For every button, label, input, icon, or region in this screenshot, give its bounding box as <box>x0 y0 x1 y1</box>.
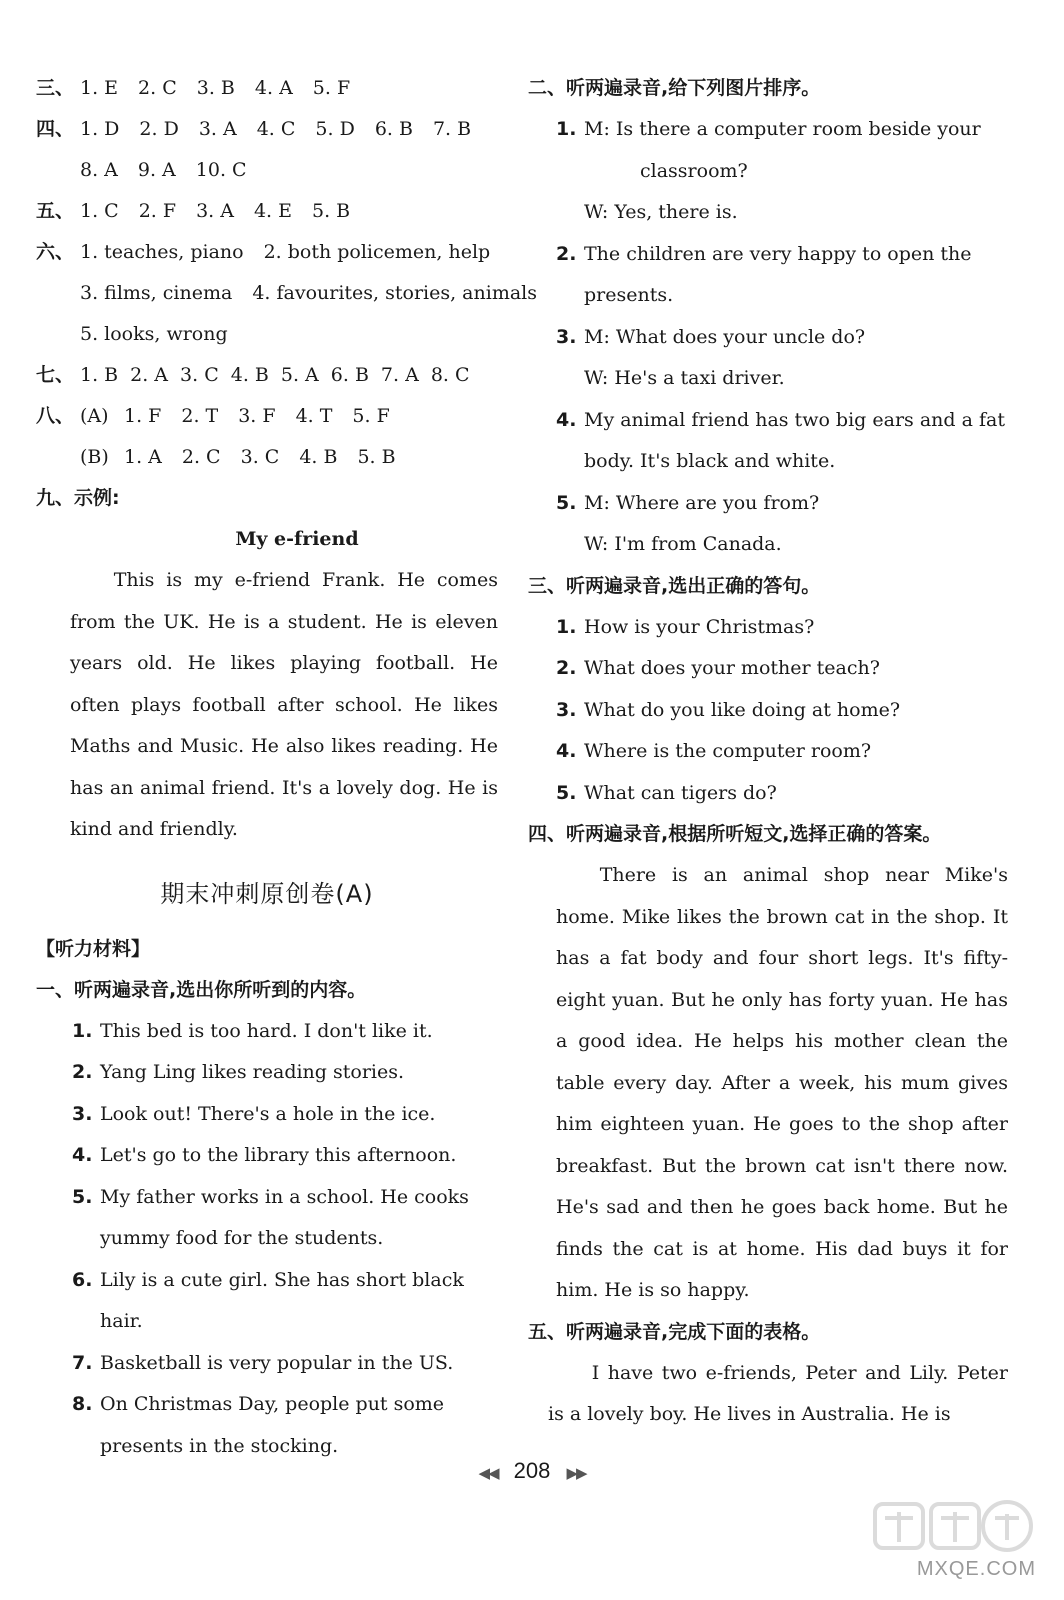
left-arrows-icon: ◀◀ <box>478 1465 498 1482</box>
item-text: M: Where are you from? <box>584 491 820 514</box>
list-item <box>548 317 1008 359</box>
item-text: My father works in a school. He cooks <box>100 1185 469 1208</box>
answer-item: 4. B <box>230 364 269 386</box>
item-text: The children are very happy to open the <box>584 242 972 265</box>
list-item <box>64 1343 498 1385</box>
item-text-cont: presents in the stocking. <box>100 1434 339 1457</box>
answer-row-4-cont <box>36 150 498 191</box>
answer-item: 3. C <box>180 364 219 386</box>
item-text: On Christmas Day, people put some <box>100 1393 445 1415</box>
answer-item: 4. E <box>253 200 293 222</box>
answer-item: 3. F <box>238 405 276 427</box>
answer-item: 1. B <box>80 364 119 386</box>
answer-item: 5. looks, wrong <box>80 323 228 345</box>
list-item <box>64 1260 498 1343</box>
item-text: M: Is there a computer room beside your <box>584 118 981 140</box>
item-text: M: What does your uncle do? <box>584 325 866 348</box>
list-item <box>548 731 1008 773</box>
item-number: 4. <box>556 408 577 431</box>
item-text-cont: yummy food for the students. <box>100 1227 384 1249</box>
right-column <box>528 68 1008 1436</box>
answer-item: 5. F <box>312 77 351 99</box>
list-item <box>64 1135 498 1177</box>
item-number: 3. <box>556 325 577 348</box>
item-number: 1. <box>72 1019 93 1042</box>
right-arrows-icon: ▶▶ <box>566 1465 586 1482</box>
dialogue-reply: W: He's a taxi driver. <box>584 367 785 389</box>
item-text: How is your Christmas? <box>584 615 815 638</box>
answer-item: 2. T <box>181 405 219 427</box>
item-number: 4. <box>72 1144 93 1166</box>
item-text: What can tigers do? <box>584 781 777 804</box>
item-number: 1. <box>556 615 577 638</box>
list-item <box>548 690 1008 732</box>
part5-heading: 五、听两遍录音,完成下面的表格。 <box>528 1320 821 1343</box>
answer-row-6 <box>36 232 498 273</box>
item-number: 2. <box>72 1061 93 1083</box>
answer-item: 4. favourites, stories, animals <box>252 282 537 304</box>
section-label: 六、 <box>36 241 75 263</box>
item-number: 8. <box>72 1393 93 1415</box>
answer-item: 7. A <box>380 364 419 386</box>
section-label: 四、 <box>36 118 75 140</box>
essay-text: This is my e-friend Frank. He comes from the UK. He is a student. He is eleven years old. He likes playing football. He often plays football after school. He likes Maths and Music. He also likes reading. He has an animal friend. It's a lovely dog. He is kind and friendly. <box>70 569 498 840</box>
section-label: 三、 <box>36 77 75 99</box>
item-number: 1. <box>556 118 577 140</box>
listening-tag: 【听力材料】 <box>36 937 151 960</box>
list-item <box>64 1094 498 1136</box>
item-text: What do you like doing at home? <box>584 698 901 721</box>
sub-label: (B) <box>80 446 109 468</box>
answer-row-8a <box>36 396 498 437</box>
item-number: 5. <box>556 491 577 514</box>
section-label: 五、 <box>36 200 75 222</box>
item-number: 7. <box>72 1351 93 1374</box>
answer-item: 2. both policemen, help <box>263 241 491 263</box>
answer-row-7 <box>36 355 498 396</box>
part4-heading: 四、听两遍录音,根据所听短文,选择正确的答案。 <box>528 823 942 845</box>
item-text: Look out! There's a hole in the ice. <box>100 1102 436 1125</box>
answer-item: 6. B <box>374 118 413 140</box>
list-item <box>64 1384 498 1426</box>
left-column <box>36 68 537 1467</box>
list-item <box>548 607 1008 649</box>
item-number: 3. <box>556 698 577 721</box>
answer-item: 3. C <box>240 446 280 468</box>
answer-item: 5. A <box>280 364 319 386</box>
answer-item: 8. A <box>80 159 118 181</box>
item-number: 5. <box>556 781 577 804</box>
item-text-cont: body. It's black and white. <box>584 450 836 472</box>
part3-heading: 三、听两遍录音,选出正确的答句。 <box>528 574 821 597</box>
answer-item: 8. C <box>430 364 470 386</box>
item-text-cont: classroom? <box>640 159 748 182</box>
list-item <box>548 109 1008 151</box>
page-number: 208 <box>513 1458 551 1483</box>
answer-item: 4. C <box>256 118 296 140</box>
answer-row-3 <box>36 68 498 109</box>
answer-row-6-cont2 <box>36 314 498 355</box>
passage-text: I have two e-friends, Peter and Lily. Peter is a lovely boy. He lives in Australia. He is <box>548 1361 1008 1425</box>
answer-item: 1. A <box>124 446 162 468</box>
answer-item: 2. C <box>138 77 177 99</box>
section-9-label: 九、示例: <box>36 487 120 509</box>
answer-row-4 <box>36 109 498 150</box>
answer-row-8b <box>36 437 498 478</box>
item-text: Where is the computer room? <box>584 740 872 762</box>
item-number: 3. <box>72 1102 93 1125</box>
list-item <box>548 400 1008 442</box>
answer-item: 6. B <box>330 364 369 386</box>
answer-item: 1. teaches, piano <box>80 241 244 263</box>
list-item <box>548 773 1008 815</box>
answer-item: 2. A <box>130 364 169 386</box>
answer-item: 2. F <box>138 200 177 222</box>
answer-item: 9. A <box>137 159 176 181</box>
item-number: 6. <box>72 1268 93 1291</box>
item-number: 2. <box>556 657 577 679</box>
answer-row-5 <box>36 191 498 232</box>
section-label: 七、 <box>36 364 75 386</box>
passage-text: There is an animal shop near Mike's home. Mike likes the brown cat in the shop. It has a fat body and four short legs. It's fifty-eight yuan. But he only has forty yuan. He has a good idea. He helps his mother clean the table every day. After a week, his mum gives him eighteen yuan. He goes to the shop after breakfast. But the brown cat isn't there now. He's sad and then he goes back home. But he finds the cat is at home. His dad buys it for him. He is so happy. <box>556 864 1008 1301</box>
item-number: 4. <box>556 740 577 762</box>
answer-item: 3. A <box>196 200 234 222</box>
watermark-text: MXQE.COM <box>916 1558 1036 1580</box>
item-text: Yang Ling likes reading stories. <box>100 1061 405 1083</box>
part1-heading: 一、听两遍录音,选出你所听到的内容。 <box>36 978 367 1001</box>
list-item <box>64 1052 498 1094</box>
answer-item: 1. C <box>80 200 119 222</box>
answer-item: 7. B <box>432 118 472 140</box>
sub-label: (A) <box>80 405 109 427</box>
answer-item: 1. F <box>124 405 162 427</box>
answer-item: 5. B <box>312 200 351 222</box>
page-footer <box>0 1458 1064 1484</box>
part2-heading: 二、听两遍录音,给下列图片排序。 <box>528 77 821 99</box>
item-text: My animal friend has two big ears and a fat <box>584 408 1005 431</box>
answer-item: 5. D <box>315 118 355 140</box>
list-item <box>64 1011 498 1053</box>
dialogue-reply: W: I'm from Canada. <box>584 533 782 555</box>
answer-item: 3. A <box>198 118 237 140</box>
list-item <box>548 234 1008 276</box>
exam-title: 期末冲刺原创卷(A) <box>160 879 374 908</box>
item-text-cont: presents. <box>584 284 674 306</box>
answer-item: 10. C <box>195 159 247 181</box>
answer-item: 4. B <box>299 446 338 468</box>
answer-item: 5. F <box>352 405 390 427</box>
item-text: Basketball is very popular in the US. <box>100 1351 454 1374</box>
essay-title: My e-friend <box>235 528 359 550</box>
list-item <box>64 1177 498 1219</box>
item-text: What does your mother teach? <box>584 657 880 679</box>
answer-item: 3. B <box>196 77 235 99</box>
section-label: 八、 <box>36 405 75 427</box>
item-text: Lily is a cute girl. She has short black hair. <box>100 1268 464 1332</box>
answer-item: 5. B <box>357 446 396 468</box>
answer-item: 2. C <box>181 446 221 468</box>
item-text: This bed is too hard. I don't like it. <box>100 1019 433 1042</box>
list-item <box>548 483 1008 525</box>
item-text: Let's go to the library this afternoon. <box>100 1144 457 1166</box>
answer-item: 2. D <box>139 118 179 140</box>
answer-item: 1. E <box>80 77 119 99</box>
list-item <box>548 648 1008 690</box>
answer-item: 4. T <box>295 405 333 427</box>
item-number: 5. <box>72 1185 93 1208</box>
answer-item: 1. D <box>80 118 120 140</box>
answer-item: 4. A <box>254 77 293 99</box>
answer-item: 3. films, cinema <box>80 282 233 304</box>
item-number: 2. <box>556 242 577 265</box>
answer-row-6-cont <box>36 273 537 314</box>
dialogue-reply: W: Yes, there is. <box>584 201 738 223</box>
